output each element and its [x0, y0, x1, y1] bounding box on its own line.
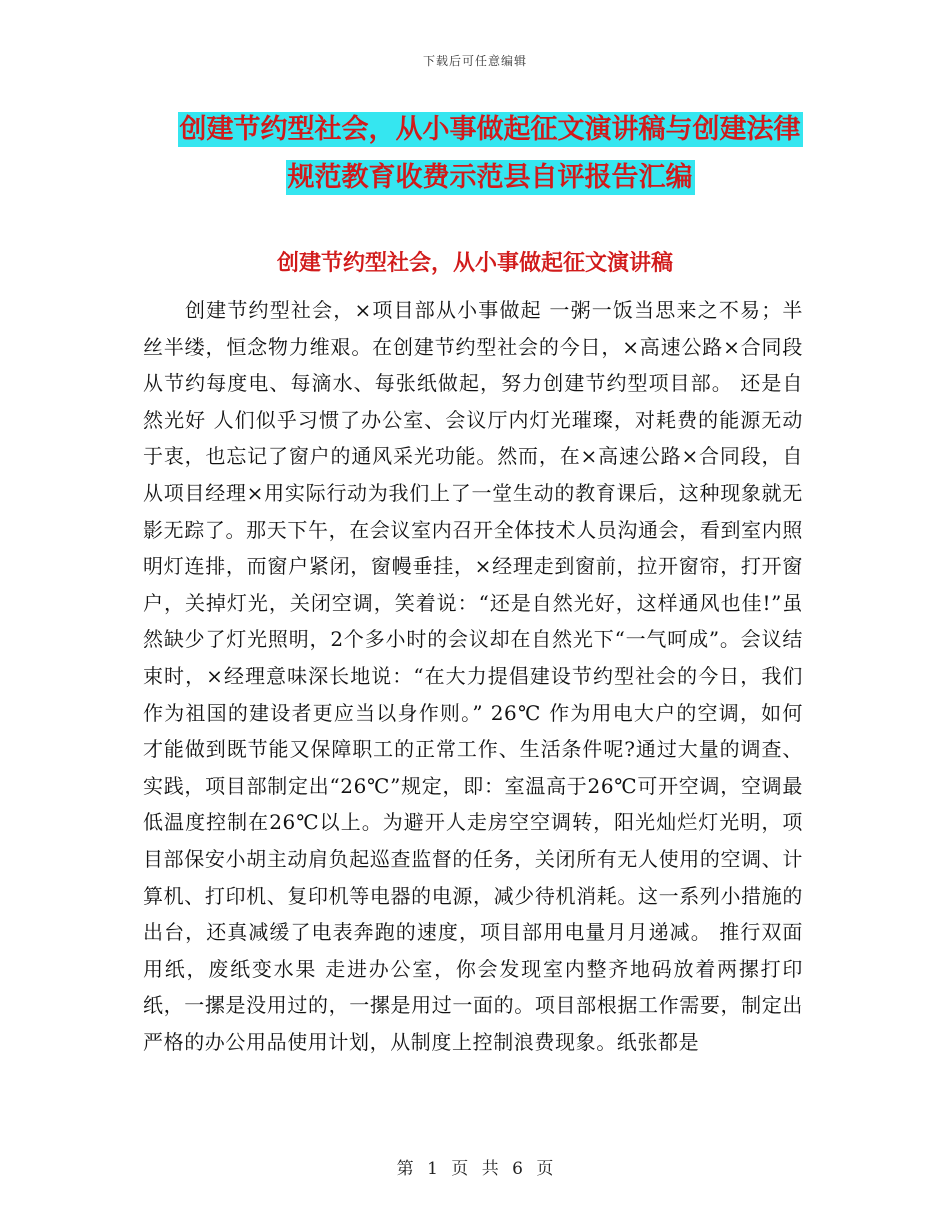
document-title-line-1: 创建节约型社会，从小事做起征文演讲稿与创建法律	[179, 114, 801, 145]
page-number-footer: 第 1 页 共 6 页	[396, 1159, 554, 1179]
document-title	[120, 106, 860, 202]
page-header-note: 下载后可任意编辑	[422, 54, 527, 68]
section-title: 创建节约型社会，从小事做起征文演讲稿	[276, 251, 673, 276]
body-paragraph: 创建节约型社会，×项目部从小事做起 一粥一饭当思来之不易；半丝半缕，恒念物力维艰。在创建节约型社会的今日，×高速公路×合同段从节约每度电、每滴水、每张纸做起，努力创建节约型项目部。 还是自然光好 人们似乎习惯了办公室、会议厅内灯光璀璨，对耗费的能源无动于衷，也忘记了窗户的通风采光功能。然而，在×高速公路×合同段，自从项目经理×用实际行动为我们上了一堂生动的教育课后，这种现象就无影无踪了。那天下午，在会议室内召开全体技术人员沟通会，看到室内照明灯连排，而窗户紧闭，窗幔垂挂，×经理走到窗前，拉开窗帘，打开窗户，关掉灯光，关闭空调，笑着说：“还是自然光好，这样通风也佳!”虽然缺少了灯光照明，2个多小时的会议却在自然光下“一气呵成”。会议结束时，×经理意味深长地说：“在大力提倡建设节约型社会的今日，我们作为祖国的建设者更应当以身作则。” 26℃ 作为用电大户的空调，如何才能做到既节能又保障职工的正常工作、生活条件呢?通过大量的调查、实践，项目部制定出“26℃”规定，即：室温高于26℃可开空调，空调最低温度控制在26℃以上。为避开人走房空空调转，阳光灿烂灯光明，项目部保安小胡主动肩负起巡查监督的任务，关闭所有无人使用的空调、计算机、打印机、复印机等电器的电源，减少待机消耗。这一系列小措施的出台，还真减缓了电表奔跑的速度，项目部用电量月月递减。 推行双面用纸，废纸变水果 走进办公室，你会发现室内整齐地码放着两摞打印纸，一摞是没用过的，一摞是用过一面的。项目部根据工作需要，制定出严格的办公用品使用计划，从制度上控制浪费现象。纸张都是	[143, 298, 803, 1054]
document-title-line-2: 规范教育收费示范县自评报告汇编	[287, 162, 693, 193]
